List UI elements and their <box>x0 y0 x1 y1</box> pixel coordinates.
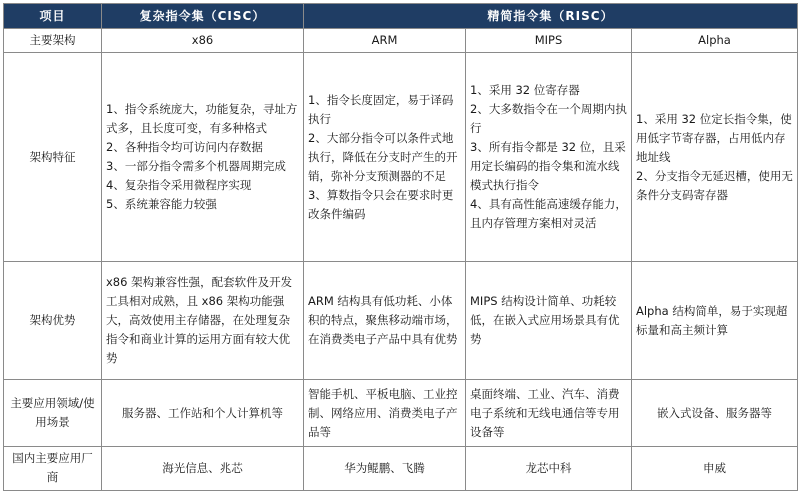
feature-item: 2、大多数指令在一个周期内执行 <box>470 102 627 136</box>
row-label-vendors: 国内主要应用厂商 <box>4 446 102 490</box>
cell-features-arm <box>304 53 466 262</box>
feature-item: 3、一部分指令需多个机器周期完成 <box>106 159 286 174</box>
cell-advantages-arm: ARM 结构具有低功耗、小体积的特点，聚焦移动端市场，在消费类电子产品中具有优势 <box>304 261 466 380</box>
feature-item: 3、算数指令只会在要求时更改条件编码 <box>308 187 454 221</box>
cell-arch-x86: x86 <box>102 29 304 53</box>
row-label-arch: 主要架构 <box>4 29 102 53</box>
feature-item: 2、大部分指令可以条件式地执行，降低在分支时产生的开销，弥补分支预测器的不足 <box>308 130 458 183</box>
cell-vendors-alpha: 申威 <box>632 446 798 490</box>
feature-item: 1、指令系统庞大，功能复杂，寻址方式多，且长度可变，有多种格式 <box>106 102 298 136</box>
feature-item: 1、采用 32 位寄存器 <box>470 83 580 98</box>
header-row <box>4 4 798 29</box>
cell-vendors-mips: 龙芯中科 <box>466 446 632 490</box>
cell-arch-mips: MIPS <box>466 29 632 53</box>
cell-features-mips <box>466 53 632 262</box>
cell-advantages-x86: x86 架构兼容性强，配套软件及开发工具相对成熟，且 x86 架构功能强大，高效使用主存储器，在处理复杂指令和商业计算的运用方面有较大优势 <box>102 261 304 380</box>
cell-advantages-mips: MIPS 结构设计简单、功耗较低，在嵌入式应用场景具有优势 <box>466 261 632 380</box>
cell-advantages-alpha: Alpha 结构简单，易于实现超标量和高主频计算 <box>632 261 798 380</box>
feature-item: 1、指令长度固定，易于译码执行 <box>308 92 454 126</box>
row-vendors <box>4 446 798 490</box>
row-advantages <box>4 261 798 380</box>
feature-item: 5、系统兼容能力较强 <box>106 197 217 212</box>
row-label-applications: 主要应用领域/使用场景 <box>4 380 102 446</box>
cell-applications-x86: 服务器、工作站和个人计算机等 <box>102 380 304 446</box>
feature-item: 3、所有指令都是 32 位，且采用定长编码的指令集和流水线模式执行指令 <box>470 140 626 193</box>
feature-item: 2、分支指令无延迟槽，使用无条件分支码寄存器 <box>636 168 793 202</box>
cell-features-alpha <box>632 53 798 262</box>
cell-vendors-arm: 华为鲲鹏、飞腾 <box>304 446 466 490</box>
cell-applications-arm: 智能手机、平板电脑、工业控制、网络应用、消费类电子产品等 <box>304 380 466 446</box>
cell-vendors-x86: 海光信息、兆芯 <box>102 446 304 490</box>
cell-features-x86 <box>102 53 304 262</box>
feature-item: 2、各种指令均可访问内存数据 <box>106 140 263 155</box>
cell-arch-arm: ARM <box>304 29 466 53</box>
cell-arch-alpha: Alpha <box>632 29 798 53</box>
feature-item: 1、采用 32 位定长指令集，使用低字节寄存器，占用低内存地址线 <box>636 111 792 164</box>
row-features <box>4 53 798 262</box>
feature-item: 4、具有高性能高速缓存能力，且内存管理方案相对灵活 <box>470 197 627 231</box>
header-risc: 精简指令集（RISC） <box>304 4 798 29</box>
comparison-table <box>3 3 798 491</box>
row-applications <box>4 380 798 446</box>
header-item: 项目 <box>4 4 102 29</box>
row-label-features: 架构特征 <box>4 53 102 262</box>
row-label-advantages: 架构优势 <box>4 261 102 380</box>
cell-applications-mips: 桌面终端、工业、汽车、消费电子系统和无线电通信等专用设备等 <box>466 380 632 446</box>
row-arch <box>4 29 798 53</box>
header-cisc: 复杂指令集（CISC） <box>102 4 304 29</box>
feature-item: 4、复杂指令采用微程序实现 <box>106 178 252 193</box>
cell-applications-alpha: 嵌入式设备、服务器等 <box>632 380 798 446</box>
